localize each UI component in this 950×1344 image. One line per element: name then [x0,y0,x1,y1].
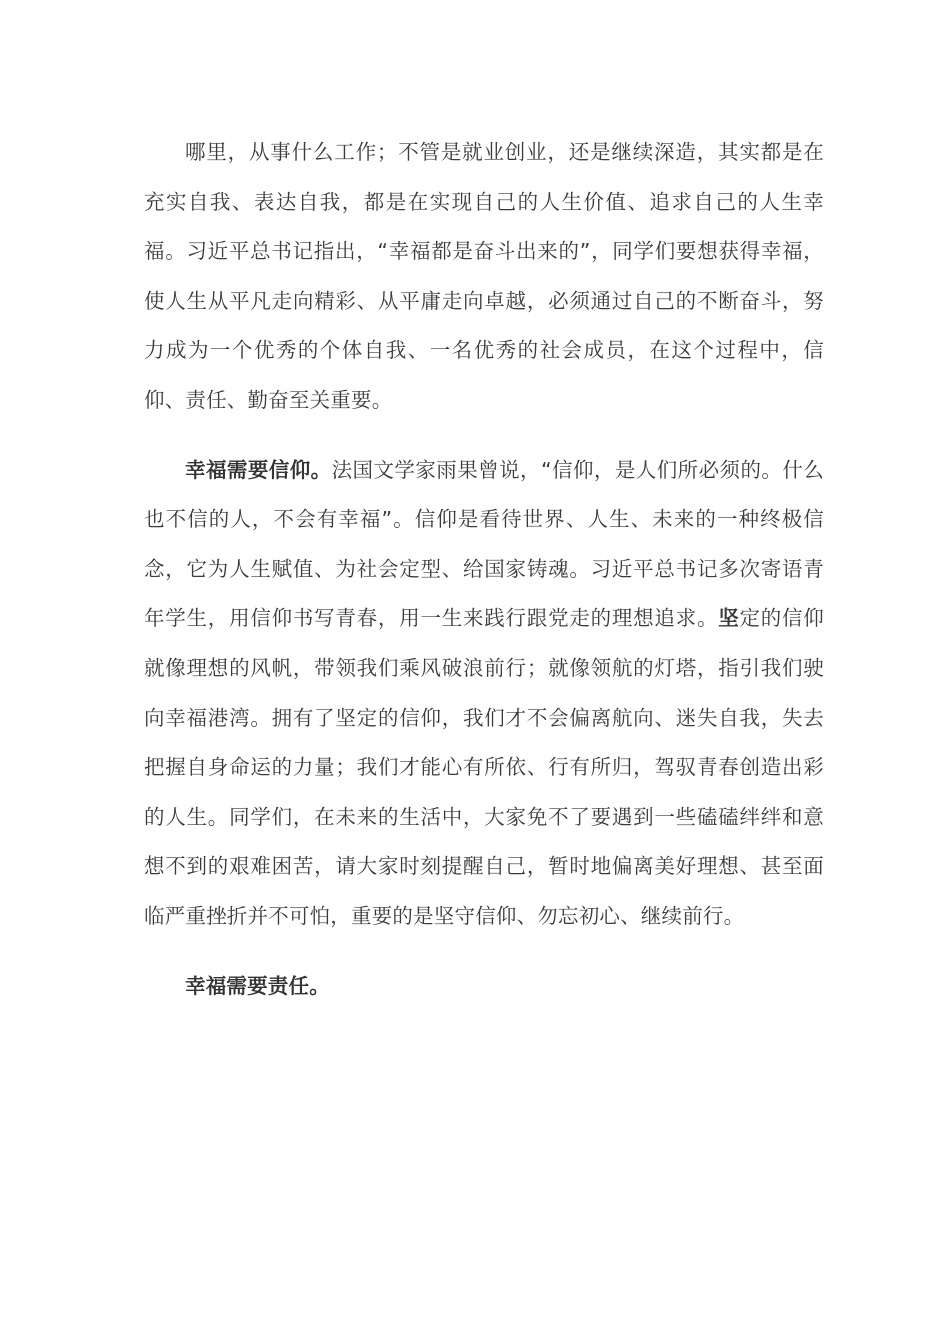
document-page [144,128,824,1031]
paragraph-faith-text-before: 法国文学家雨果曾说，“信仰，是人们所必须的。什么也不信的人，不会有幸福”。信仰是看待世界、人生、未来的一种终极信念，它为人生赋值、为社会定型、给国家铸魂。习近平总书记多次寄语青年学生，用信仰书写青春，用一生来践行跟党走的理想追求。 [144,457,824,631]
paragraph-faith-heading: 幸福需要信仰。 [185,457,332,482]
paragraph-faith-text-after: 定的信仰就像理想的风帆，带领我们乘风破浪前行；就像领航的灯塔，指引我们驶向幸福港湾。拥有了坚定的信仰，我们才不会偏离航向、迷失自我，失去把握自身命运的力量；我们才能心有所依、行有所归，驾驭青春创造出彩的人生。同学们，在未来的生活中，大家免不了要遇到一些磕磕绊绊和意想不到的艰难困苦，请大家时刻提醒自己，暂时地偏离美好理想、甚至面临严重挫折并不可怕，重要的是坚守信仰、勿忘初心、继续前行。 [144,606,825,928]
paragraph-intro [144,128,824,426]
paragraph-responsibility-heading: 幸福需要责任。 [185,973,330,998]
paragraph-faith-emphasis: 坚 [718,606,740,631]
paragraph-intro-text: 哪里，从事什么工作；不管是就业创业，还是继续深造，其实都是在充实自我、表达自我，都是在实现自己的人生价值、追求自己的人生幸福。习近平总书记指出，“幸福都是奋斗出来的”，同学们要想获得幸福， 使人生从平凡走向精彩、从平庸走向卓越，必须通过自己的不断奋斗，努力成为一个优秀的个体自我、一名优秀的社会成员，在这个过程中，信仰、责任、勤奋至关重要。 [144,140,824,412]
paragraph-responsibility [144,962,824,1012]
paragraph-faith [144,446,824,942]
